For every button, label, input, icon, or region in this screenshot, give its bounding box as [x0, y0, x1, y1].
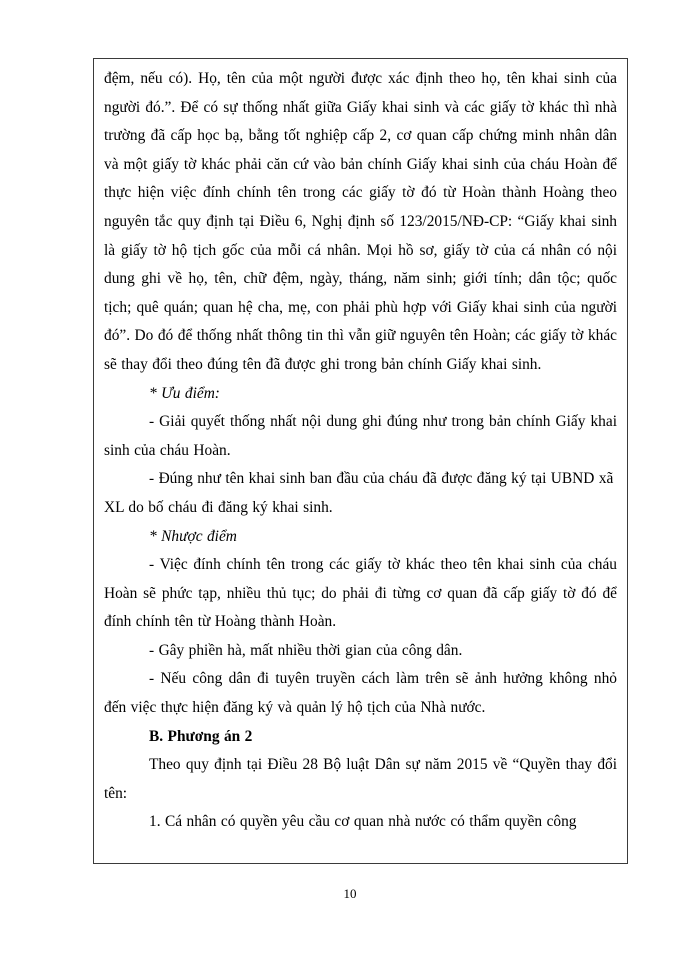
- paragraph-item-1: 1. Cá nhân có quyền yêu cầu cơ quan nhà nước có thẩm quyền công: [149, 813, 577, 831]
- heading-nhuoc-diem: * Nhược điểm: [149, 527, 237, 545]
- bullet-uu-diem-1: - Giải quyết thống nhất nội dung ghi đúng như trong bản chính Giấy khai sinh của cháu Hoàn.: [104, 413, 617, 459]
- paragraph-continuation: đệm, nếu có). Họ, tên của một người được xác định theo họ, tên khai sinh của người đó.”. Để có sự thống nhất giữa Giấy khai sinh và các giấy tờ khác thì nhà trường đã cấp học bạ, bằng tốt nghiệp cấp 2, cơ quan cấp chứng minh nhân dân và một giấy tờ khác phải căn cứ vào bản chính Giấy khai sinh của cháu Hoàn để thực hiện việc đính chính tên trong các giấy tờ đó từ Hoàn thành Hoàng theo nguyên tắc quy định tại Điều 6, Nghị định số 123/2015/NĐ-CP: “Giấy khai sinh là giấy tờ hộ tịch gốc của mỗi cá nhân. Mọi hồ sơ, giấy tờ của cá nhân có nội dung ghi về họ, tên, chữ đệm, ngày, tháng, năm sinh; giới tính; dân tộc; quốc tịch; quê quán; quan hệ cha, mẹ, con phải phù hợp với Giấy khai sinh của người đó”. Do đó để thống nhất thông tin thì vẫn giữ nguyên tên Hoàn; các giấy tờ khác sẽ thay đổi theo đúng tên đã được ghi trong bản chính Giấy khai sinh.: [104, 70, 617, 373]
- bullet-nhuoc-diem-1: - Việc đính chính tên trong các giấy tờ khác theo tên khai sinh của cháu Hoàn sẽ phức tạp, nhiều thủ tục; do phải đi từng cơ quan đã cấp giấy tờ đó để đính chính tên từ Hoàng thành Hoàn.: [104, 556, 617, 631]
- bullet-uu-diem-2-continuation: XL do bố cháu đi đăng ký khai sinh.: [104, 498, 333, 516]
- paragraph-dieu-28: Theo quy định tại Điều 28 Bộ luật Dân sự năm 2015 về “Quyền thay đổi tên:: [104, 756, 617, 802]
- bullet-nhuoc-diem-2: - Gây phiền hà, mất nhiều thời gian của công dân.: [149, 641, 463, 659]
- bullet-nhuoc-diem-3: - Nếu công dân đi tuyên truyền cách làm trên sẽ ảnh hưởng không nhỏ đến việc thực hiện đăng ký và quản lý hộ tịch của Nhà nước.: [104, 670, 617, 717]
- bullet-uu-diem-2: - Đúng như tên khai sinh ban đầu của cháu đã được đăng ký tại UBND xã: [149, 470, 614, 488]
- heading-phuong-an-2: B. Phương án 2: [149, 727, 253, 745]
- document-body: [104, 65, 617, 837]
- page-number: 10: [343, 886, 357, 901]
- heading-uu-diem: * Ưu điểm:: [149, 384, 220, 402]
- text-frame: [93, 58, 628, 864]
